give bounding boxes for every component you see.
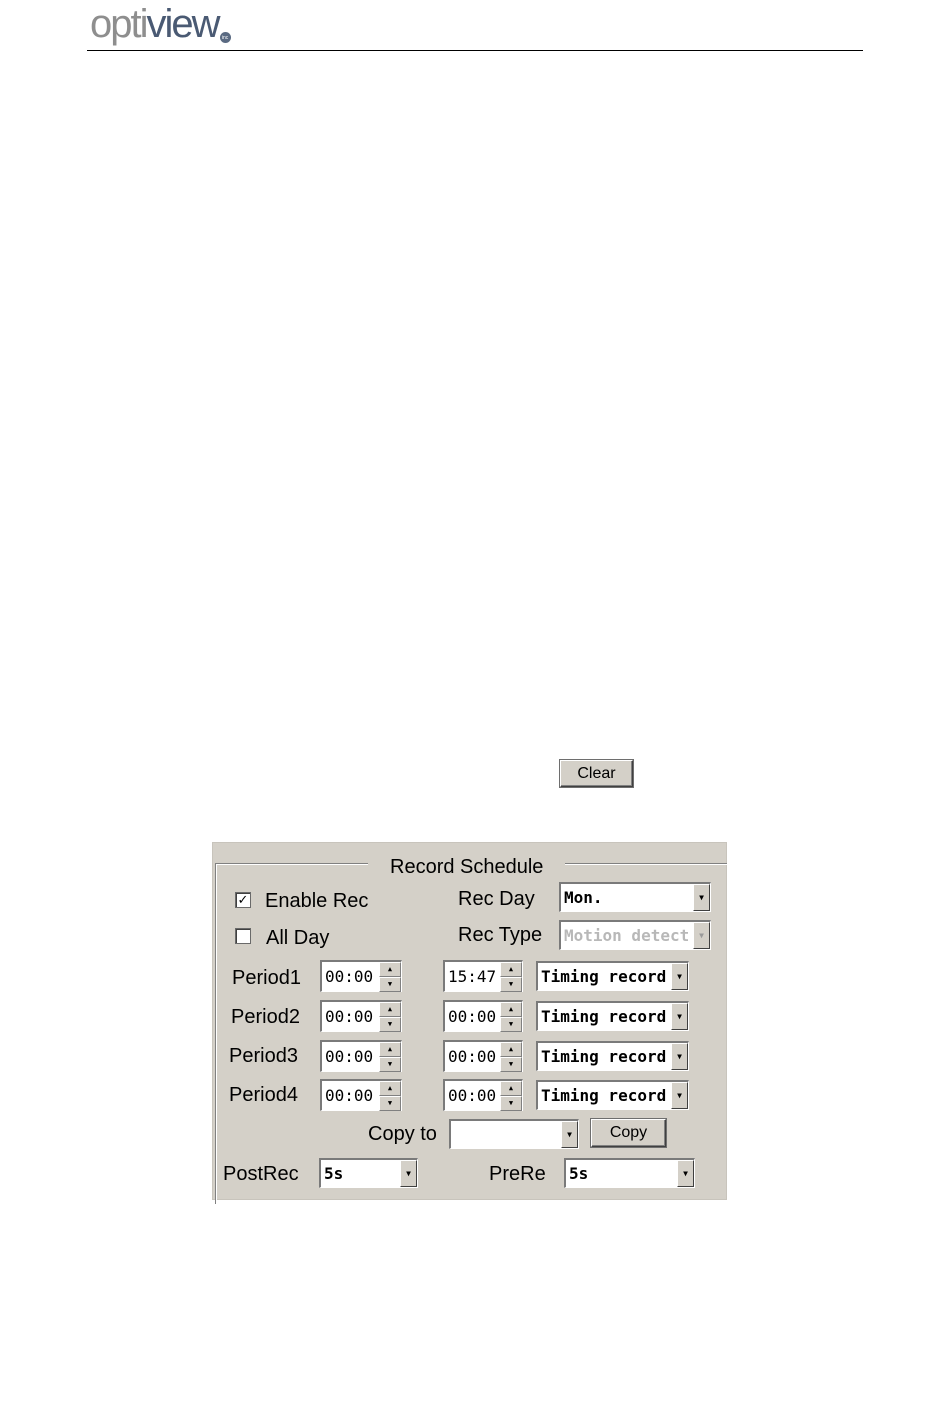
period3-type-select[interactable] [536,1041,689,1071]
period4-type-select[interactable] [536,1080,689,1110]
period3-start-value: 00:00 [325,1047,374,1066]
period2-label: Period2 [231,1006,300,1028]
period3-end-spinner[interactable] [443,1040,523,1072]
period2-type-select[interactable] [536,1001,689,1031]
chevron-down-icon[interactable]: ▼ [693,922,710,949]
chevron-down-icon[interactable]: ▼ [693,884,710,911]
period3-type-value: Timing record [541,1047,667,1066]
all-day-checkbox[interactable] [235,928,251,944]
post-rec-value: 5s [324,1164,344,1183]
period4-label: Period4 [229,1084,298,1106]
logo-text-view: view [146,2,219,46]
spin-up-icon[interactable]: ▲ [500,1081,522,1096]
logo-inc-mark: inc [220,32,231,43]
period2-type-value: Timing record [541,1007,667,1026]
period2-start-spinner[interactable] [320,1000,402,1032]
period2-start-value: 00:00 [325,1007,374,1026]
period1-start-spinner[interactable] [320,960,402,992]
period4-start-spinner[interactable] [320,1079,402,1111]
spin-down-icon[interactable]: ▼ [379,1057,401,1072]
spin-down-icon[interactable]: ▼ [500,1017,522,1032]
pre-rec-label: PreRe [489,1163,546,1185]
copy-to-select[interactable] [449,1119,579,1149]
spin-up-icon[interactable]: ▲ [500,1002,522,1017]
all-day-label: All Day [266,927,330,949]
period2-end-value: 00:00 [448,1007,497,1026]
rec-type-value: Motion detect [564,926,690,945]
rec-day-select[interactable] [559,882,711,912]
period1-type-select[interactable] [536,961,689,991]
period1-type-value: Timing record [541,967,667,986]
enable-rec-checkbox[interactable]: ✓ [235,892,251,908]
period4-type-value: Timing record [541,1086,667,1105]
chevron-down-icon[interactable]: ▼ [677,1160,694,1187]
spin-up-icon[interactable]: ▲ [379,1081,401,1096]
enable-rec-label: Enable Rec [265,890,369,912]
period3-end-value: 00:00 [448,1047,497,1066]
pre-rec-select[interactable] [564,1158,695,1188]
spin-down-icon[interactable]: ▼ [379,977,401,992]
header-divider [87,50,863,51]
post-rec-select[interactable] [319,1158,418,1188]
rec-day-label: Rec Day [458,888,535,910]
spin-down-icon[interactable]: ▼ [500,977,522,992]
period1-end-value: 15:47 [448,967,497,986]
spin-down-icon[interactable]: ▼ [500,1096,522,1111]
optiview-logo [90,2,231,44]
record-schedule-title: Record Schedule [368,855,565,879]
spin-up-icon[interactable]: ▲ [500,962,522,977]
period4-end-spinner[interactable] [443,1079,523,1111]
spin-down-icon[interactable]: ▼ [379,1096,401,1111]
chevron-down-icon[interactable]: ▼ [400,1160,417,1187]
spin-up-icon[interactable]: ▲ [379,962,401,977]
pre-rec-value: 5s [569,1164,589,1183]
record-schedule-group [215,863,727,1204]
chevron-down-icon[interactable]: ▼ [561,1121,578,1148]
chevron-down-icon[interactable]: ▼ [671,1082,688,1109]
chevron-down-icon[interactable]: ▼ [671,963,688,990]
spin-down-icon[interactable]: ▼ [500,1057,522,1072]
post-rec-label: PostRec [223,1163,299,1185]
rec-type-label: Rec Type [458,924,543,946]
rec-day-value: Mon. [564,888,603,907]
period4-end-value: 00:00 [448,1086,497,1105]
spin-up-icon[interactable]: ▲ [379,1002,401,1017]
period1-end-spinner[interactable] [443,960,523,992]
chevron-down-icon[interactable]: ▼ [671,1003,688,1030]
chevron-down-icon[interactable]: ▼ [671,1043,688,1070]
period3-label: Period3 [229,1045,298,1067]
period4-start-value: 00:00 [325,1086,374,1105]
period2-end-spinner[interactable] [443,1000,523,1032]
period1-label: Period1 [232,967,301,989]
spin-up-icon[interactable]: ▲ [500,1042,522,1057]
logo-text-opti: opti [90,2,147,46]
copy-button[interactable]: Copy [591,1119,666,1147]
period1-start-value: 00:00 [325,967,374,986]
spin-up-icon[interactable]: ▲ [379,1042,401,1057]
period3-start-spinner[interactable] [320,1040,402,1072]
clear-button[interactable]: Clear [560,760,633,787]
record-schedule-panel [212,842,727,1200]
spin-down-icon[interactable]: ▼ [379,1017,401,1032]
copy-to-label: Copy to [368,1123,437,1145]
rec-type-select[interactable] [559,920,711,950]
